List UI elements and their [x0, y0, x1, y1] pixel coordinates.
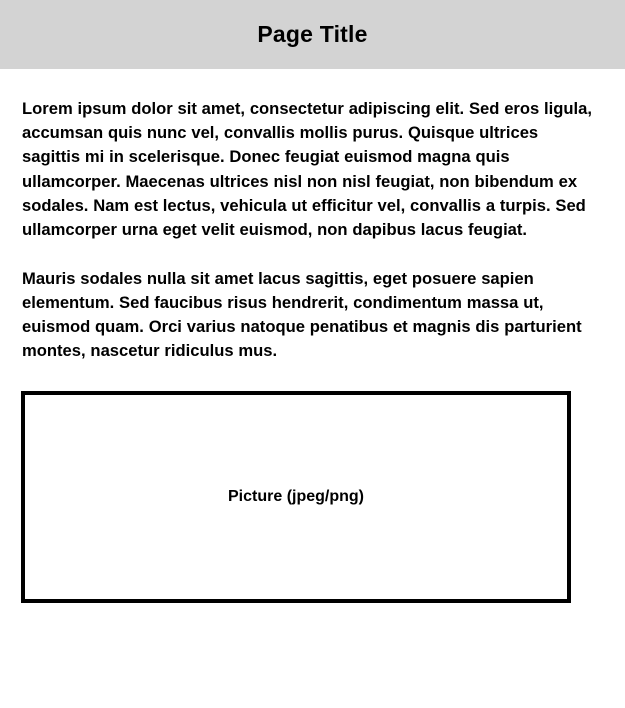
body-paragraph: Mauris sodales nulla sit amet lacus sagittis, eget posuere sapien elementum. Sed faucibus risus hendrerit, condimentum massa ut, euismod quam. Orci varius natoque penatibus et magnis dis parturient montes, nascetur ridiculus mus. [22, 268, 582, 361]
picture-placeholder-wrapper [22, 364, 600, 603]
picture-placeholder [21, 391, 571, 603]
page-title: Page Title [257, 21, 368, 47]
page-content [0, 69, 625, 603]
body-paragraph: Lorem ipsum dolor sit amet, consectetur adipiscing elit. Sed eros ligula, accumsan quis nunc vel, convallis mollis purus. Quisque ultrices sagittis mi in scelerisque. Donec feugiat euismod magna quis ullamcorper. Maecenas ultrices nisl non nisl feugiat, non bibendum ex sodales. Nam est lectus, vehicula ut efficitur vel, convallis a turpis. Sed ullamcorper urna eget velit euismod, non dapibus lacus feugiat. [22, 99, 593, 240]
page-header [0, 0, 625, 69]
picture-placeholder-label: Picture (jpeg/png) [228, 487, 364, 505]
